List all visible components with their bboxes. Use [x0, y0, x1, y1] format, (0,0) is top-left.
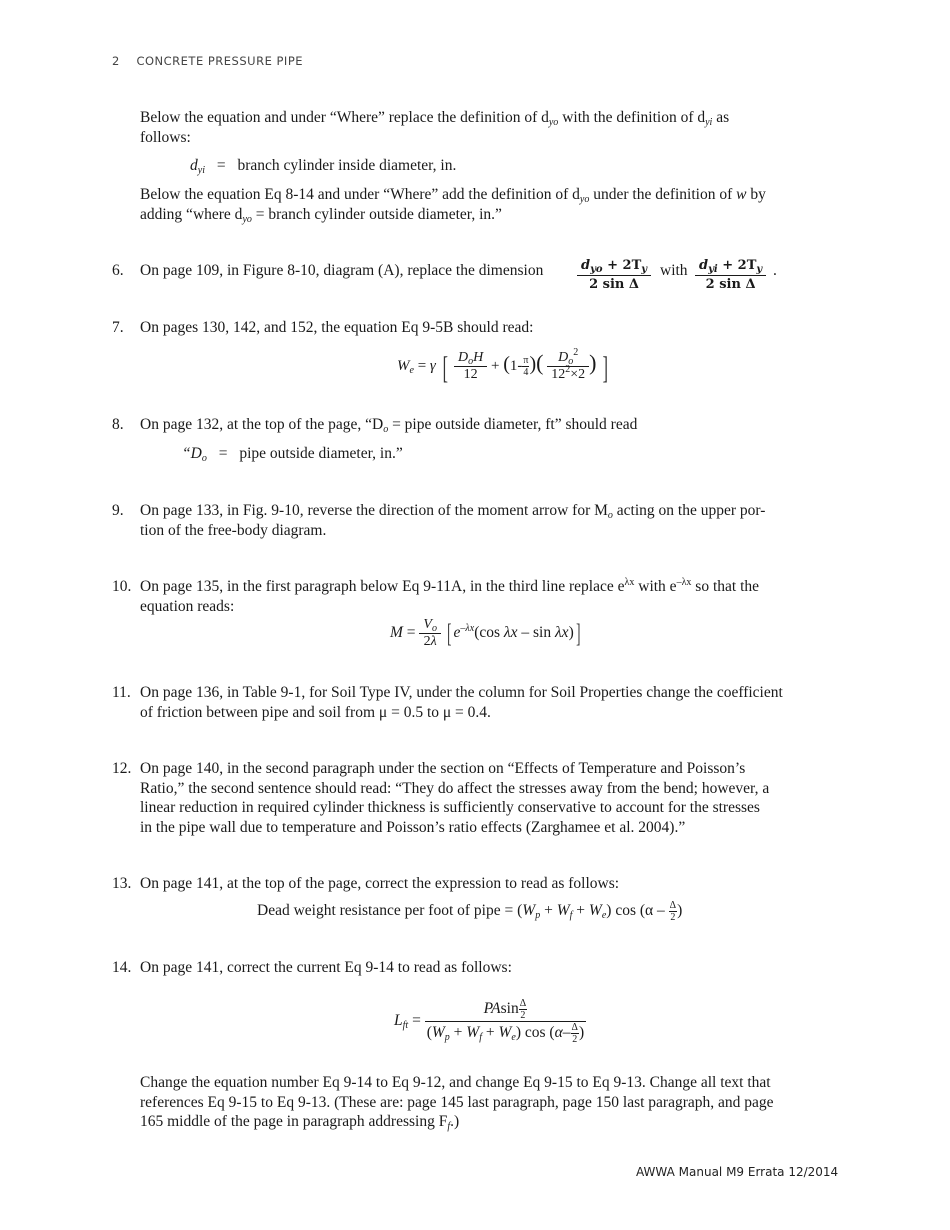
item-6-text: On page 109, in Figure 8-10, diagram (A), replace the dimension [140, 262, 544, 279]
equation-dead-weight: Dead weight resistance per foot of pipe = $(W_p + W_f + W_e)$ cos (α – $\frac{\Delta}{2}$ ) [257, 900, 683, 923]
item-12-text: On page 140, in the second paragraph under the section on “Effects of Temperature and Poisson’s Ratio,” the second sentence should read: “They do affect the stresses away from the bend; however, a linear reduction in required cylinder thickness is sufficiently conservative to account for the stresses in the pipe wall due to temperature and Poisson’s ratio effects (Zarghamee et al. 2004).” [140, 760, 770, 836]
item-10-text: On page 135, in the first paragraph below Eq 9-11A, in the third line replace $e^{\lambda x}$ with $e^{-\lambda x}$ so that the equation reads: [140, 577, 760, 615]
item-6-fraction-old: $\frac{d_{yo} + 2T_y}{\text{2 sin Δ}}$ [577, 257, 655, 294]
item-14-number: 14. [112, 959, 132, 976]
equation-9-5b: $W_e = \gamma$ [ $\frac{D_oH}{12}$ + (1- $\frac{\pi}{4}$ )( $\frac{D_o^2}{12^2\times 2}$ ) ] [397, 347, 609, 385]
item-6-number: 6. [112, 262, 124, 279]
item-8-number: 8. [112, 416, 124, 433]
item-6-with: with [660, 262, 688, 279]
running-header [112, 52, 303, 72]
equation-9-14: $L_{ft}$ = PAsin $\frac{\Delta}{2}$ $(W_p + W_f + W_e)$ cos (α– $\frac{\Delta}{2}$ ) [394, 998, 585, 1045]
item-8-text: On page 132, at the top of the page, “$D_o$ = pipe outside diameter, ft” should read [140, 416, 638, 435]
item-11-number: 11. [112, 684, 131, 701]
item-6-period: . [773, 262, 777, 279]
item-7-text: On pages 130, 142, and 152, the equation Eq 9-5B should read: [140, 319, 534, 336]
running-footer: AWWA Manual M9 Errata 12/2014 [636, 1165, 839, 1179]
item-9-text: On page 133, in Fig. 9-10, reverse the direction of the moment arrow for $M_o$ acting on the upper por- tion of the free-body diagram. [140, 502, 766, 539]
item-6-fraction-new: $\frac{d_{yi} + 2T_y}{\text{2 sin Δ}}$ [695, 257, 773, 294]
item-13-number: 13. [112, 875, 132, 892]
item-9-number: 9. [112, 502, 124, 519]
header-title: CONCRETE PRESSURE PIPE [136, 54, 304, 68]
equation-moment: M = $\frac{V_o}{2\lambda}$ [ $e^{-\lambda x}(\cos$ λx – sin λx)] [390, 617, 581, 649]
item-13-text: On page 141, at the top of the page, correct the expression to read as follows: [140, 875, 620, 892]
page-number: 2 [112, 54, 120, 68]
item-7-number: 7. [112, 319, 124, 336]
item-14-followup: Change the equation number Eq 9-14 to Eq 9-12, and change Eq 9-15 to Eq 9-13. Change all text that references Eq 9-15 to Eq 9-13. (These are: page 145 last paragraph, page 150 last paragraph, and page 165 middle of the page in paragraph addressing $F_f$.) [140, 1074, 774, 1132]
item-11-text: On page 136, in Table 9-1, for Soil Type IV, under the column for Soil Properties change the coefficient of friction between pipe and soil from μ = 0.5 to μ = 0.4. [140, 684, 783, 721]
definition-do: “$D_o$ = pipe outside diameter, in.” [182, 445, 403, 464]
item-12-number: 12. [112, 760, 132, 777]
intro-paragraph-2: Below the equation Eq 8-14 and under “Where” add the definition of $d_{yo}$ under the definition of w by adding “where $d_{yo}$ = branch cylinder outside diameter, in.” [140, 186, 766, 225]
intro-paragraph-1: Below the equation and under “Where” replace the definition of $d_{yo}$ with the definition of $d_{yi}$ as follows: [140, 109, 730, 146]
item-14-text: On page 141, correct the current Eq 9-14 to read as follows: [140, 959, 512, 976]
item-10-number: 10. [112, 578, 132, 595]
definition-dyi: $d_{yi}$ = branch cylinder inside diameter, in. [190, 157, 457, 176]
